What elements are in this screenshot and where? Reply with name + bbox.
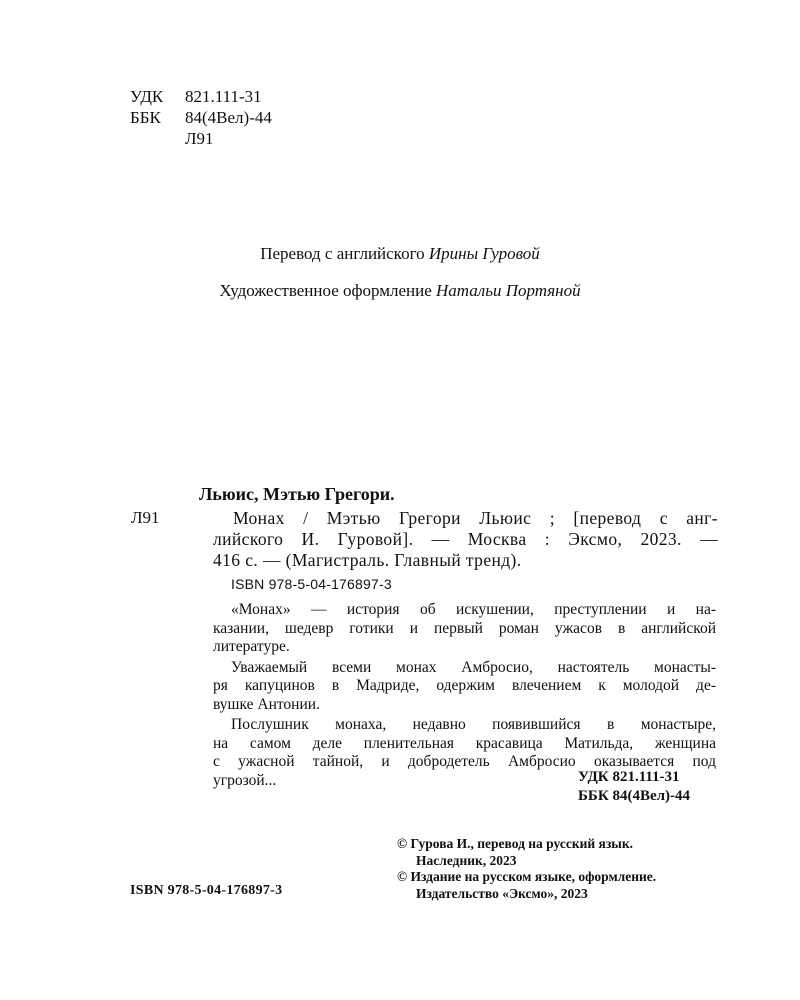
- footer-bbk: ББК 84(4Вел)-44: [578, 788, 691, 804]
- annotation-line: на самом деле пленительная красавица Матильда, женщина: [213, 734, 716, 752]
- bbk-row: [130, 107, 272, 128]
- classification-codes: [130, 86, 272, 149]
- design-prefix: Художественное оформление: [219, 281, 432, 300]
- bibliographic-description: [213, 508, 718, 571]
- footer-classification-codes: [578, 768, 690, 806]
- catalog-author-sign: Л91: [131, 508, 160, 527]
- annotation-line: «Монах» — история об искушении, преступлении и на-: [231, 601, 716, 618]
- biblio-line: лийского И. Гуровой]. — Москва : Эксмо, 2023. —: [213, 529, 718, 549]
- catalog-isbn: ISBN 978-5-04-176897-3: [231, 576, 392, 592]
- annotation-line: Уважаемый всеми монах Амбросио, настоятель монасты-: [231, 658, 716, 676]
- annotation-line: Послушник монаха, недавно появившийся в монастыре,: [231, 716, 716, 733]
- translation-credit: [0, 244, 800, 264]
- annotation-line: казании, шедевр готики и первый роман ужасов в английской: [213, 619, 716, 637]
- biblio-line: 416 с. — (Магистраль. Главный тренд).: [213, 550, 522, 570]
- author-heading: Льюис, Мэтью Грегори.: [199, 484, 395, 504]
- annotation-line: литературе.: [213, 638, 290, 655]
- copyright-line: © Издание на русском языке, оформление.: [397, 869, 657, 884]
- annotation-line: угрозой...: [213, 771, 277, 789]
- annotation-line: ря капуцинов в Мадриде, одержим влечением к молодой де-: [213, 677, 716, 694]
- annotation-line: с ужасной тайной, и добродетель Амбросио оказывается под: [213, 753, 716, 770]
- udk-label: УДК: [130, 87, 164, 106]
- author-sign-row: [130, 128, 272, 149]
- copyright-line: Наследник, 2023: [416, 852, 517, 868]
- footer-udk: УДК 821.111-31: [578, 769, 680, 785]
- bottom-isbn: ISBN 978-5-04-176897-3: [130, 883, 283, 898]
- copyright-line: © Гурова И., перевод на русский язык.: [397, 836, 633, 851]
- bbk-value: 84(4Вел)-44: [185, 108, 272, 127]
- annotation: [213, 601, 716, 792]
- copyright-block: [397, 836, 656, 902]
- design-credit: [0, 281, 800, 301]
- author-sign: Л91: [185, 129, 214, 148]
- biblio-line: Монах / Мэтью Грегори Льюис ; [перевод с анг-: [233, 508, 718, 528]
- translation-prefix: Перевод с английского: [260, 244, 425, 263]
- annotation-paragraph: [213, 601, 716, 657]
- udk-value: 821.111-31: [185, 87, 262, 106]
- annotation-paragraph: [213, 659, 716, 715]
- copyright-line: Издательство «Эксмо», 2023: [416, 885, 588, 901]
- designer-name: Натальи Портяной: [436, 281, 581, 300]
- translator-name: Ирины Гуровой: [428, 244, 540, 263]
- annotation-line: вушке Антонии.: [213, 695, 320, 713]
- udk-row: [130, 86, 272, 107]
- bbk-label: ББК: [130, 108, 161, 127]
